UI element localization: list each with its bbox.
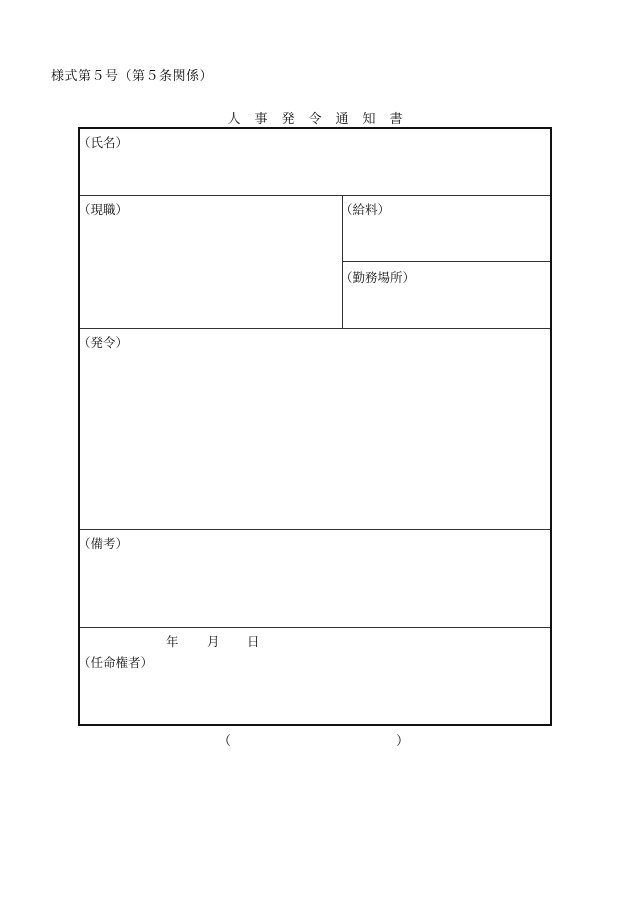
divider-position-bottom (80, 328, 550, 329)
personnel-notice-form (78, 127, 552, 726)
divider-appointment-bottom (80, 529, 550, 530)
document-title: 人事発令通知書 (227, 112, 417, 127)
appointing-authority-label: （任命権者） (78, 655, 154, 670)
salary-label: （給料） (340, 202, 391, 217)
divider-remarks-bottom (80, 627, 550, 628)
footer-close-paren: ） (396, 734, 410, 749)
appointment-label: （発令） (78, 335, 129, 350)
date-day: 日 (247, 634, 260, 649)
date-month: 月 (207, 634, 220, 649)
divider-salary-bottom (342, 261, 550, 262)
footer-open-paren: （ (218, 734, 232, 749)
form-number: 様式第５号（第５条関係） (51, 69, 214, 84)
date-year: 年 (166, 634, 179, 649)
current-position-label: （現職） (78, 202, 129, 217)
remarks-label: （備考） (78, 536, 129, 551)
divider-name-bottom (80, 195, 550, 196)
work-location-label: （勤務場所） (340, 270, 416, 285)
name-label: （氏名） (78, 135, 129, 150)
